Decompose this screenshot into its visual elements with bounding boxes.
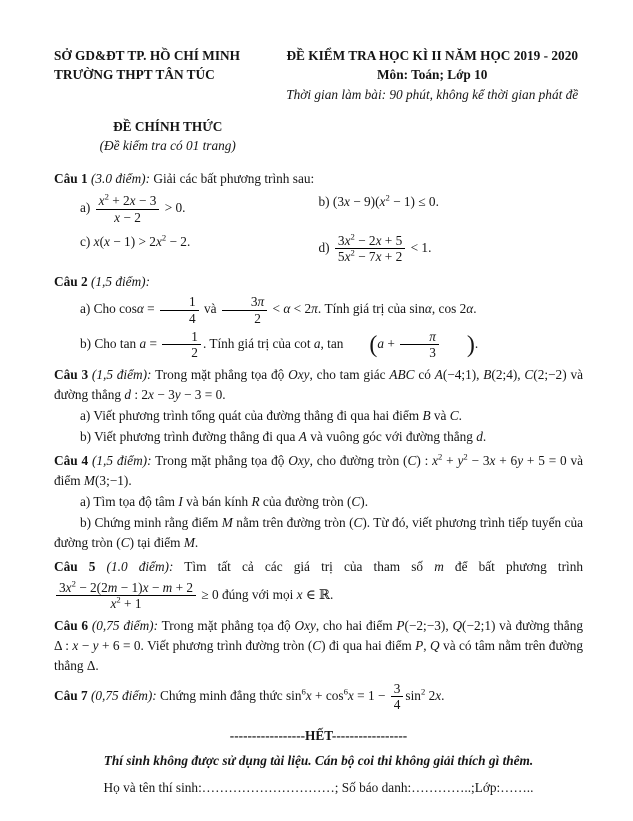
question-1-points: (3.0 điểm): [90,171,151,187]
question-3-label: Câu 3 [54,367,89,383]
question-2 [54,272,583,361]
question-7-intro: Chứng minh đẳng thức $\sin^6x + \cos^6x = 1$ − $\frac{3}{4}$ $\sin^2 2x$. [160,681,445,713]
question-6 [54,616,583,676]
question-7-points: (0,75 điểm): [90,688,157,704]
question-1-parts [54,189,583,268]
question-4-label: Câu 4 [54,453,89,469]
question-5-label: Câu 5 [54,558,96,574]
question-7-label: Câu 7 [54,688,88,704]
header-left-block [54,46,281,85]
question-6-label: Câu 6 [54,618,89,634]
question-4-part-a: a) Tìm tọa độ tâm I và bán kính R của đường tròn (C). [80,494,369,510]
question-7 [54,680,583,714]
page-footer [54,726,583,798]
question-5-heading [54,557,583,577]
question-2-part-b: b) Cho tan a = $\frac{1}{2}$ . Tính giá trị của cot a, tan (a + $\frac{\pi}{3}$ ). [80,328,479,361]
exam-rule-note: Thí sinh không được sử dụng tài liệu. Cán bộ coi thi không giải thích gì thêm. [103,752,534,768]
question-3-part-b: b) Viết phương trình đường thẳng đi qua A và vuông góc với đường thẳng d. [80,429,487,445]
question-4 [54,451,583,553]
page-header [54,46,583,104]
question-1 [54,169,583,268]
question-3 [54,365,583,447]
question-6-points: (0,75 điểm): [91,618,159,634]
question-3-part-a: a) Viết phương trình tổng quát của đường thẳng đi qua hai điểm B và C. [80,408,462,424]
header-right-block [281,46,583,104]
question-4-heading [54,451,583,491]
question-5-body: $\frac{3x^2 - 2(2m - 1)x - m + 2}{x^2 + 1}$ ≥ 0 đúng với mọi x ∈ ℝ. [54,579,583,613]
school-name: TRƯỜNG THPT TÂN TÚC [54,67,215,83]
question-1-part-d: d) $\frac{3x^2 - 2x + 5}{5x^2 - 7x + 2}$ < 1. [318,231,432,265]
question-2-part-a: a) Cho cosα = $\frac{1}{4}$ và $\frac{3\pi}{2}$ < α < 2π. Tính giá trị của sinα, cos 2α. [80,294,477,326]
official-stamp-block [54,117,281,156]
question-2-label: Câu 2 [54,274,88,290]
question-1-part-c: c) $x(x - 1) > 2x^2 - 2$. [80,232,191,249]
question-3-heading [54,365,583,405]
question-3-points: (1,5 điểm): [91,367,152,383]
department-name: SỞ GD&ĐT TP. HỒ CHÍ MINH [54,48,240,63]
question-5-intro: Tìm tất cả các giá trị của tham số m để bất phương trình [184,558,584,574]
question-7-heading [54,680,583,714]
question-2-heading [54,272,583,292]
question-6-intro: Trong mặt phẳng tọa độ Oxy, cho hai điểm P(−2;−3), Q(−2;1) và đường thẳng Δ : x − y + 6 = 0. Viết phương trình đường tròn (C) đi qua hai điểm P, Q và có tâm nằm trên đường thẳng Δ. [54,618,583,674]
exam-title: ĐỀ KIỂM TRA HỌC KÌ II NĂM HỌC 2019 - 2020 [286,48,579,63]
exam-subject: Môn: Toán; Lớp 10 [377,67,488,83]
question-5-points: (1.0 điểm): [106,558,174,574]
question-5 [54,557,583,613]
question-1-part-b: b) $(3x - 9)(x^2 - 1) \le 0$. [318,192,439,210]
exam-body [54,169,583,713]
question-6-heading [54,616,583,676]
question-1-part-a: a) $\frac{x^2 + 2x - 3}{x - 2}$ > 0. [80,191,186,225]
end-divider: -----------------HẾT----------------- [229,727,408,743]
question-4-intro: Trong mặt phẳng tọa độ Oxy, cho đường tròn (C) : $x^2 + y^2 - 3x + 6y + 5 = 0$ và điểm M(3;−1). [54,451,584,489]
question-4-points: (1,5 điểm): [91,453,152,469]
official-label: ĐỀ CHÍNH THỨC [113,118,223,134]
candidate-info-line: Họ và tên thí sinh:…………………………; Số báo danh:…………..;Lớp:…….. [103,779,534,795]
question-3-intro: Trong mặt phẳng tọa độ Oxy, cho tam giác ABC có A(−4;1), B(2;4), C(2;−2) và đường thẳng d : 2x − 3y − 3 = 0. [54,367,583,403]
question-4-part-b: b) Chứng minh rằng điểm M nằm trên đường tròn (C). Từ đó, viết phương trình tiếp tuyến của đường tròn (C) tại điểm M. [54,515,583,550]
question-2-points: (1,5 điểm): [90,274,151,290]
exam-duration: Thời gian làm bài: 90 phút, không kể thời gian phát đề [286,86,579,102]
question-1-label: Câu 1 [54,171,88,187]
question-1-intro: Giải các bất phương trình sau: [153,171,315,187]
official-note: (Đề kiểm tra có 01 trang) [99,138,236,154]
question-1-heading [54,169,583,189]
